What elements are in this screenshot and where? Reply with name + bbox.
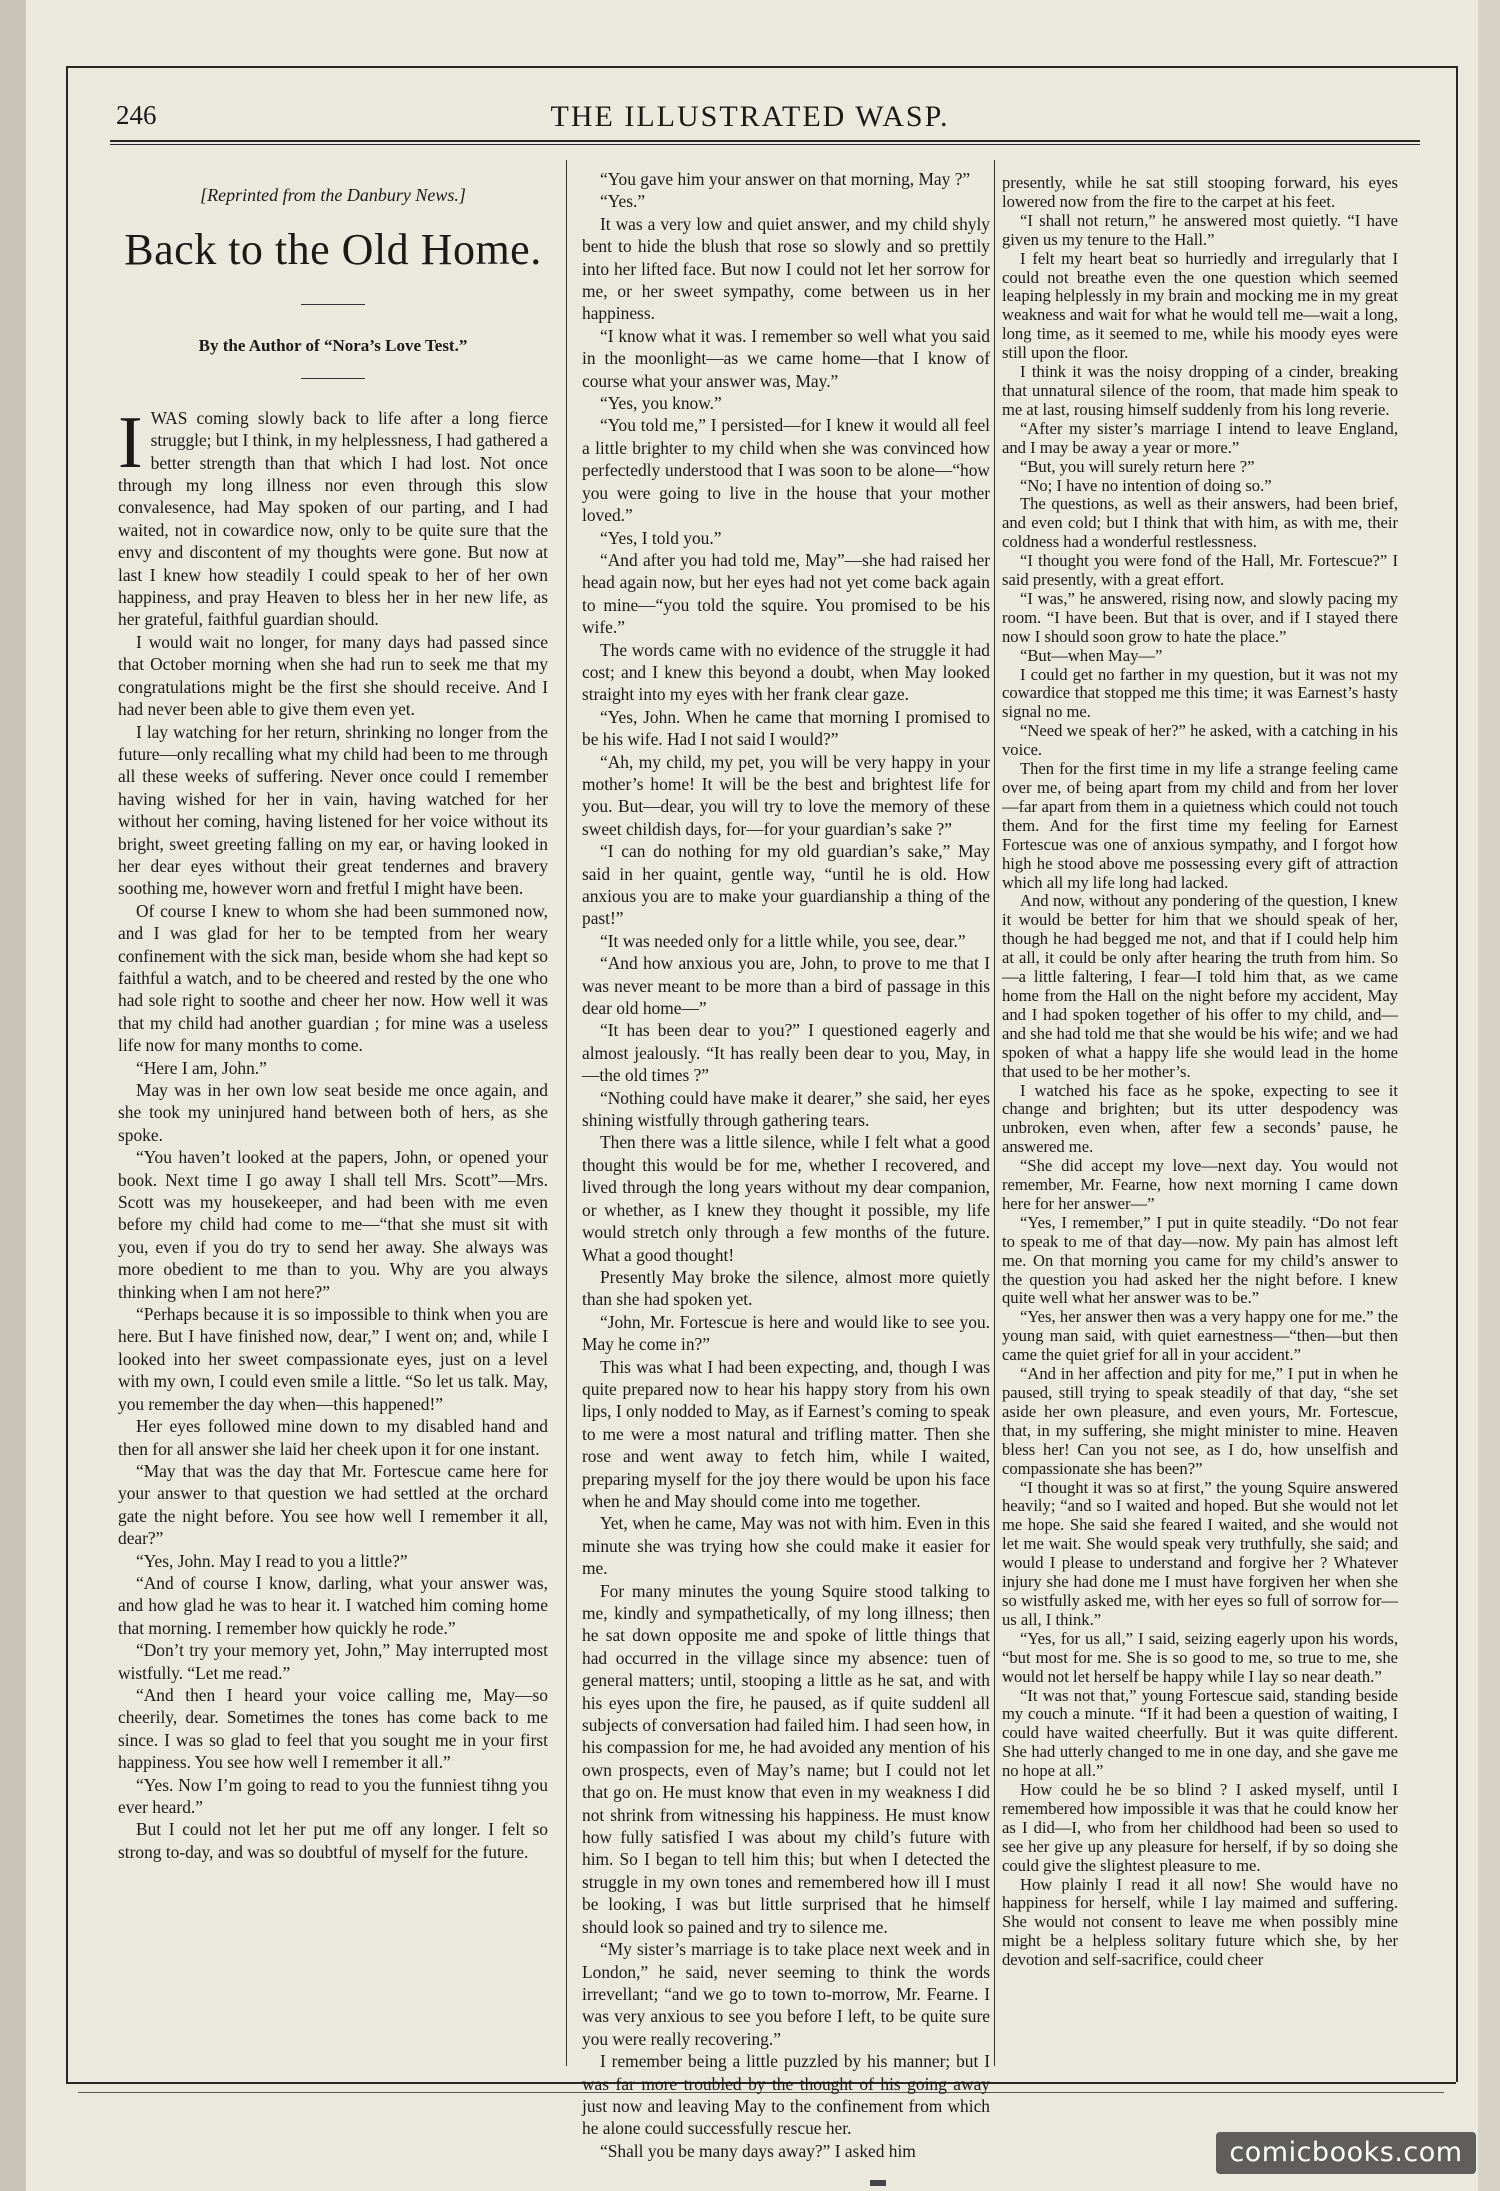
paragraph: “I know what it was. I remember so well what you said in the moonlight—as we came home—that I know of course what your answer was, May.” bbox=[582, 325, 990, 391]
scan-edge-left bbox=[0, 0, 26, 2191]
paragraph: “She did accept my love—next day. You would not remember, Mr. Fearne, how next morning I came down here for her answer—” bbox=[1002, 1156, 1398, 1213]
page-number: 246 bbox=[116, 100, 157, 130]
paragraph: I felt my heart beat so hurriedly and irregularly that I could not breathe even the one question which seemed leaping helplessly in my brain and mocking me in my great weakness and wait for what he would tell me—wait a long, long time, as it seemed to me, while his moody eyes were still upon the floor. bbox=[1002, 248, 1398, 363]
paragraph: Then there was a little silence, while I felt what a good thought this would be for me, whether I recovered, and lived through the long years without my dear companion, or whether, as I knew they thought it possible, my life would stretch only through a few months of the future. What a good thought! bbox=[582, 1132, 990, 1265]
paragraph: I could get no farther in my question, but it was not my cowardice that stopped me this time; it was Earnest’s hasty signal no me. bbox=[1002, 664, 1398, 722]
paragraph: “You haven’t looked at the papers, John, or opened your book. Next time I go away I shall tell Mrs. Scott”—Mrs. Scott was my housekeeper, and had been with me even before my child had come to me—“that she must sit with you, even if you do try to send her away. She always was more obedient to me than to you. Why are you always thinking when I am not here?” bbox=[118, 1147, 548, 1302]
header-rule bbox=[110, 140, 1420, 142]
paragraph: “Yes, for us all,” I said, seizing eagerly upon his words, “but most for me. She is so good to me, so true to me, she would not let herself be happy while I lay so near death.” bbox=[1002, 1628, 1398, 1686]
paragraph: “You told me,” I persisted—for I knew it would all feel a little brighter to my child when she was convinced how perfectedly understood that I was soon to be alone—“how you were going to live in the house that your mother loved.” bbox=[582, 415, 990, 526]
paragraph: “Yes, John. When he came that morning I promised to be his wife. Had I not said I would?” bbox=[582, 706, 990, 750]
scan-artifact bbox=[870, 2180, 886, 2186]
paragraph: “Don’t try your memory yet, John,” May interrupted most wistfully. “Let me read.” bbox=[118, 1640, 548, 1683]
paragraph: “And how anxious you are, John, to prove to me that I was never meant to be more than a bird of passage in this dear old home—” bbox=[582, 953, 990, 1019]
article-byline: By the Author of “Nora’s Love Test.” bbox=[198, 336, 468, 356]
paragraph: I think it was the noisy dropping of a cinder, breaking that unnatural silence of the room, that made him speak to me at last, rousing himself suddenly from his long reverie. bbox=[1002, 362, 1398, 419]
paragraph: “But—when May—” bbox=[1020, 645, 1163, 665]
paragraph: “And then I heard your voice calling me, May—so cheerily, dear. Sometimes the tones has come back to me since. I was so glad to feel that you sought me in your first happiness. You see how well I remember it all.” bbox=[118, 1684, 548, 1773]
paragraph: “Yes, John. May I read to you a little?” bbox=[136, 1550, 408, 1571]
paragraph: “It was needed only for a little while, you see, dear.” bbox=[600, 930, 966, 951]
column-1 bbox=[118, 168, 548, 1863]
paragraph: “You gave him your answer on that morning, May ?” bbox=[600, 169, 971, 189]
paragraph: “It was not that,” young Fortescue said, standing beside my couch a minute. “If it had been a question of waiting, I could have waited cheerfully. But it was quite different. She had utterly changed to me in one day, and she gave me no hope at all.” bbox=[1002, 1685, 1398, 1781]
paragraph: “Ah, my child, my pet, you will be very happy in your mother’s home! It will be the best and brightest life for you. But—dear, you will try to love the memory of these sweet childish days, for—for your guardian’s sake ?” bbox=[582, 751, 990, 839]
paragraph: “Need we speak of her?” he asked, with a catching in his voice. bbox=[1002, 721, 1398, 760]
paragraph: “I thought you were fond of the Hall, Mr. Fortescue?” I said presently, with a great effort. bbox=[1002, 551, 1398, 590]
drop-cap: I bbox=[118, 401, 143, 484]
paragraph: But I could not let her put me off any longer. I felt so strong to-day, and was so doubtful of myself for the future. bbox=[118, 1819, 548, 1862]
page-border-right bbox=[1456, 66, 1458, 2082]
paragraph: “John, Mr. Fortescue is here and would like to see you. May he come in?” bbox=[582, 1311, 990, 1355]
paragraph: “Yes, you know.” bbox=[600, 393, 722, 414]
publication-title: THE ILLUSTRATED WASP. bbox=[550, 100, 950, 133]
paragraph: “No; I have no intention of doing so.” bbox=[1020, 475, 1272, 495]
paragraph: “Yes, I told you.” bbox=[600, 527, 722, 548]
paragraph: “I can do nothing for my old guardian’s sake,” May said in her quaint, gentle way, “until he is old. How anxious you are to make your guardianship a thing of the past!” bbox=[582, 841, 990, 929]
paragraph: “Yes, I remember,” I put in quite steadily. “Do not fear to speak to me of that day—now. My pain has almost left me. On that morning you came for my child’s answer to the question you had asked her the night before. I knew quite well what her answer was to be.” bbox=[1002, 1212, 1398, 1308]
paragraph: “Here I am, John.” bbox=[136, 1057, 267, 1078]
paragraph: “And of course I know, darling, what your answer was, and how glad he was to hear it. I watched him coming home that morning. I remember how quickly he rode.” bbox=[118, 1572, 548, 1638]
reprint-note: [Reprinted from the Danbury News.] bbox=[200, 185, 466, 205]
paragraph: Presently May broke the silence, almost more quietly than she had spoken yet. bbox=[582, 1266, 990, 1310]
paragraph: I would wait no longer, for many days had passed since that October morning when she had run to seek me that my congratulations might be the first she should receive. And I had never been able to give them even yet. bbox=[118, 631, 548, 720]
paragraph: I watched his face as he spoke, expecting to see it change and brighten; but its utter despodency was unbroken, even when, after few a seconds’ pause, he answered me. bbox=[1002, 1080, 1398, 1157]
source-watermark: comicbooks.com bbox=[1216, 2132, 1476, 2174]
paragraph: For many minutes the young Squire stood talking to me, kindly and sympathetically, of my long illness; then he sat down opposite me and spoke of little things that had occurred in the village since my absence: tuen of general matters; until, stooping a little as he sat, and with his eyes upon the fire, he paused, as if quite suddenl all subjects of conversation had failed him. I had seen how, in his compassion for me, he had avoided any mention of his own prospects, even of May’s name; but I could not let that go on. He must know that even in my weakness I did not shrink from witnessing his happiness. He must know how fully satisfied I was about my child’s future with him. So I began to tell him this; but when I detected the struggle in my own tones and remembered how ill I must be looking, I was but little surprised that he himself should look so pained and try to silence me. bbox=[582, 1580, 990, 1937]
paragraph: How could he be so blind ? I asked myself, until I remembered how impossible it was that he could know her as I did—I, who from her childhood had been so used to see her give up any pleasure for herself, if by so doing she could give the slightest pleasure to me. bbox=[1002, 1780, 1398, 1875]
paragraph: “May that was the day that Mr. Fortescue came here for your answer to that question we had settled at the orchard gate the night before. You see how well I remember it all, dear?” bbox=[118, 1460, 548, 1549]
paragraph: “Perhaps because it is so impossible to think when you are here. But I have finished now, dear,” I went on; and, while I looked into her sweet compassionate eyes, just on a level with my own, I could even smile a little. “So let us talk. May, you remember the day when—this happened!” bbox=[118, 1304, 548, 1414]
paragraph: “Yes.” bbox=[600, 191, 646, 212]
byline-rule bbox=[301, 378, 365, 379]
paragraph: I lay watching for her return, shrinking no longer from the future—only recalling what my child had been to me through all these weeks of suffering. Never once could I remember having wished for her in vain, having watched for her without her coming, having listened for her voice without its bright, sweet greeting falling on my ear, or having looked in her dear eyes without their great tendernes and bravery soothing me, however worn and fretful I might have been. bbox=[118, 721, 548, 899]
paragraph: The words came with no evidence of the struggle it had cost; and I knew this beyond a doubt, when May looked straight into my eyes with her frank clear gaze. bbox=[582, 639, 990, 705]
paragraph: “Yes, her answer then was a very happy one for me.” the young man said, with quiet earnestness—“then—but then came the quiet grief for all in your accident.” bbox=[1002, 1307, 1398, 1365]
paragraph: “And in her affection and pity for me,” I put in when he paused, still trying to speak steadily of that day, “she set aside her own pleasure, and even yours, Mr. Fortescue, that, in my suffering, she might minister to mine. Heaven bless her! Can you not see, as I do, how unselfish and compassionate she has been?” bbox=[1002, 1364, 1398, 1478]
paragraph bbox=[118, 401, 548, 631]
column-2 bbox=[582, 168, 990, 2162]
paragraph: “Shall you be many days away?” I asked him bbox=[600, 2140, 916, 2161]
column-divider-1 bbox=[566, 160, 567, 2066]
paragraph: And now, without any pondering of the question, I knew it would be better for him that we should speak of her, though he had begged me not, and that if I could help him at all, it could be only after hearing the truth from him. So—a little faltering, I fear—I told him that, as we came home from the Hall on the night before my accident, May and I had spoken together of his offer to my child, and—and she had told me that she would be his wife; and we had spoken of what a happy life she would lead in the home that used to be her mother’s. bbox=[1002, 891, 1398, 1081]
paragraph: This was what I had been expecting, and, though I was quite prepared now to hear his happy story from his own lips, I only nodded to May, as if Earnest’s coming to speak to me were a most natural and trifling matter. Then she rose and went away to fetch him, while I waited, preparing myself for the joy there would be upon his face when he and May should come into me together. bbox=[582, 1356, 990, 1511]
paragraph: How plainly I read it all now! She would have no happiness for herself, while I lay maimed and suffering. She would not consent to leave me when possibly mine might be a helpless solitary future which she, by her devotion and self-sacrifice, could cheer bbox=[1002, 1874, 1398, 1970]
paragraph: “My sister’s marriage is to take place next week and in London,” he said, never seeming to think the words irrevellant; “and we go to town to-morrow, Mr. Fearne. I was very anxious to see you before I left, to be quite sure you were really recovering.” bbox=[582, 1939, 990, 2049]
paragraph: “I was,” he answered, rising now, and slowly pacing my room. “I have been. But that is over, and if I stayed there now I should soon grow to hate the place.” bbox=[1002, 588, 1398, 646]
page-border-top bbox=[66, 66, 1456, 68]
article-headline: Back to the Old Home. bbox=[124, 225, 542, 275]
paragraph: “And after you had told me, May”—she had raised her head again now, but her eyes had not yet come back again to mine—“you told the squire. You promised to be his wife.” bbox=[582, 549, 990, 638]
paragraph: Her eyes followed mine down to my disabled hand and then for all answer she laid her cheek upon it for one instant. bbox=[118, 1416, 548, 1459]
scan-edge-right bbox=[1478, 0, 1500, 2191]
paragraph: I remember being a little puzzled by his manner; but I was far more troubled by the thought of his going away just now and leaving May to the confinement from which he alone could successfully rescue her. bbox=[582, 2051, 990, 2139]
paragraph: Then for the first time in my life a strange feeling came over me, of being apart from my child and from her lover—far apart from them in a quietness which could not touch them. And for the first time my feeling for Earnest Fortescue was one of anxious sympathy, and I forgot how high he stood above me possessing every gift of attraction which all my life long had lacked. bbox=[1002, 759, 1398, 892]
paragraph-text: WAS coming slowly back to life after a long fierce struggle; but I think, in my helplessness, I had gathered a better strength than that which I had lost. Not once through my long illness nor even through this slow convalesence, had May spoken of our parting, and I had waited, not in cowardice now, only to be quite sure that the envy and discontent of my thoughts were gone. But now at last I knew how steadily I could speak to her of her own happiness, and pray Heaven to bless her in her new life, as her grateful, faithful guardian should. bbox=[118, 407, 548, 630]
paragraph: It was a very low and quiet answer, and my child shyly bent to hide the blush that rose so slowly and so prettily into her lifted face. But now I could not let her sorrow for me, or her sweet sympathy, come between us in her happiness. bbox=[582, 213, 990, 324]
paragraph: The questions, as well as their answers, had been brief, and even cold; but I think that with him, as with me, their coldness had a wonderful restlessness. bbox=[1002, 494, 1398, 552]
header-rule-thin bbox=[110, 144, 1420, 145]
headline-rule bbox=[301, 304, 365, 305]
paragraph: “After my sister’s marriage I intend to leave England, and I may be away a year or more.” bbox=[1002, 418, 1398, 457]
paragraph: “Yes. Now I’m going to read to you the funniest tihng you ever heard.” bbox=[118, 1774, 548, 1817]
page-border-left bbox=[66, 66, 68, 2082]
paragraph: “But, you will surely return here ?” bbox=[1020, 456, 1255, 476]
paragraph: “I shall not return,” he answered most quietly. “I have given us my tenure to the Hall.” bbox=[1002, 210, 1398, 249]
paragraph: Of course I knew to whom she had been summoned now, and I was glad for her to be tempted from her weary confinement with the sick man, beside whom she had kept so faithful a watch, and to be cheered and rested by the one who had sole right to soothe and cheer her now. How well it was that my child had another guardian ; for mine was a useless life now for many months to come. bbox=[118, 900, 548, 1056]
paragraph: presently, while he sat still stooping forward, his eyes lowered now from the fire to the carpet at his feet. bbox=[1002, 173, 1398, 211]
paragraph: Yet, when he came, May was not with him. Even in this minute she was trying how she could make it easier for me. bbox=[582, 1513, 990, 1579]
paragraph: May was in her own low seat beside me once again, and she took my uninjured hand between both of hers, as she spoke. bbox=[118, 1080, 548, 1145]
paragraph: “I thought it was so at first,” the young Squire answered heavily; “and so I waited and hoped. But she would not let me hope. She said she feared I waited, and she would not let me wait. She would speak very truthfully, she said; and would I please to understand and forgive her ? Whatever injury she had done me I must have forgiven her when she so wistfully asked me, with her eyes so full of sorrow for—us all, I think.” bbox=[1002, 1477, 1398, 1629]
paragraph: “It has been dear to you?” I questioned eagerly and almost jealously. “It has really been dear to you, May, in—the old times ?” bbox=[582, 1020, 990, 1086]
column-3 bbox=[1002, 174, 1398, 1970]
paragraph: “Nothing could have make it dearer,” she said, her eyes shining wistfully through gathering tears. bbox=[582, 1087, 990, 1131]
column-divider-2 bbox=[994, 160, 995, 2066]
